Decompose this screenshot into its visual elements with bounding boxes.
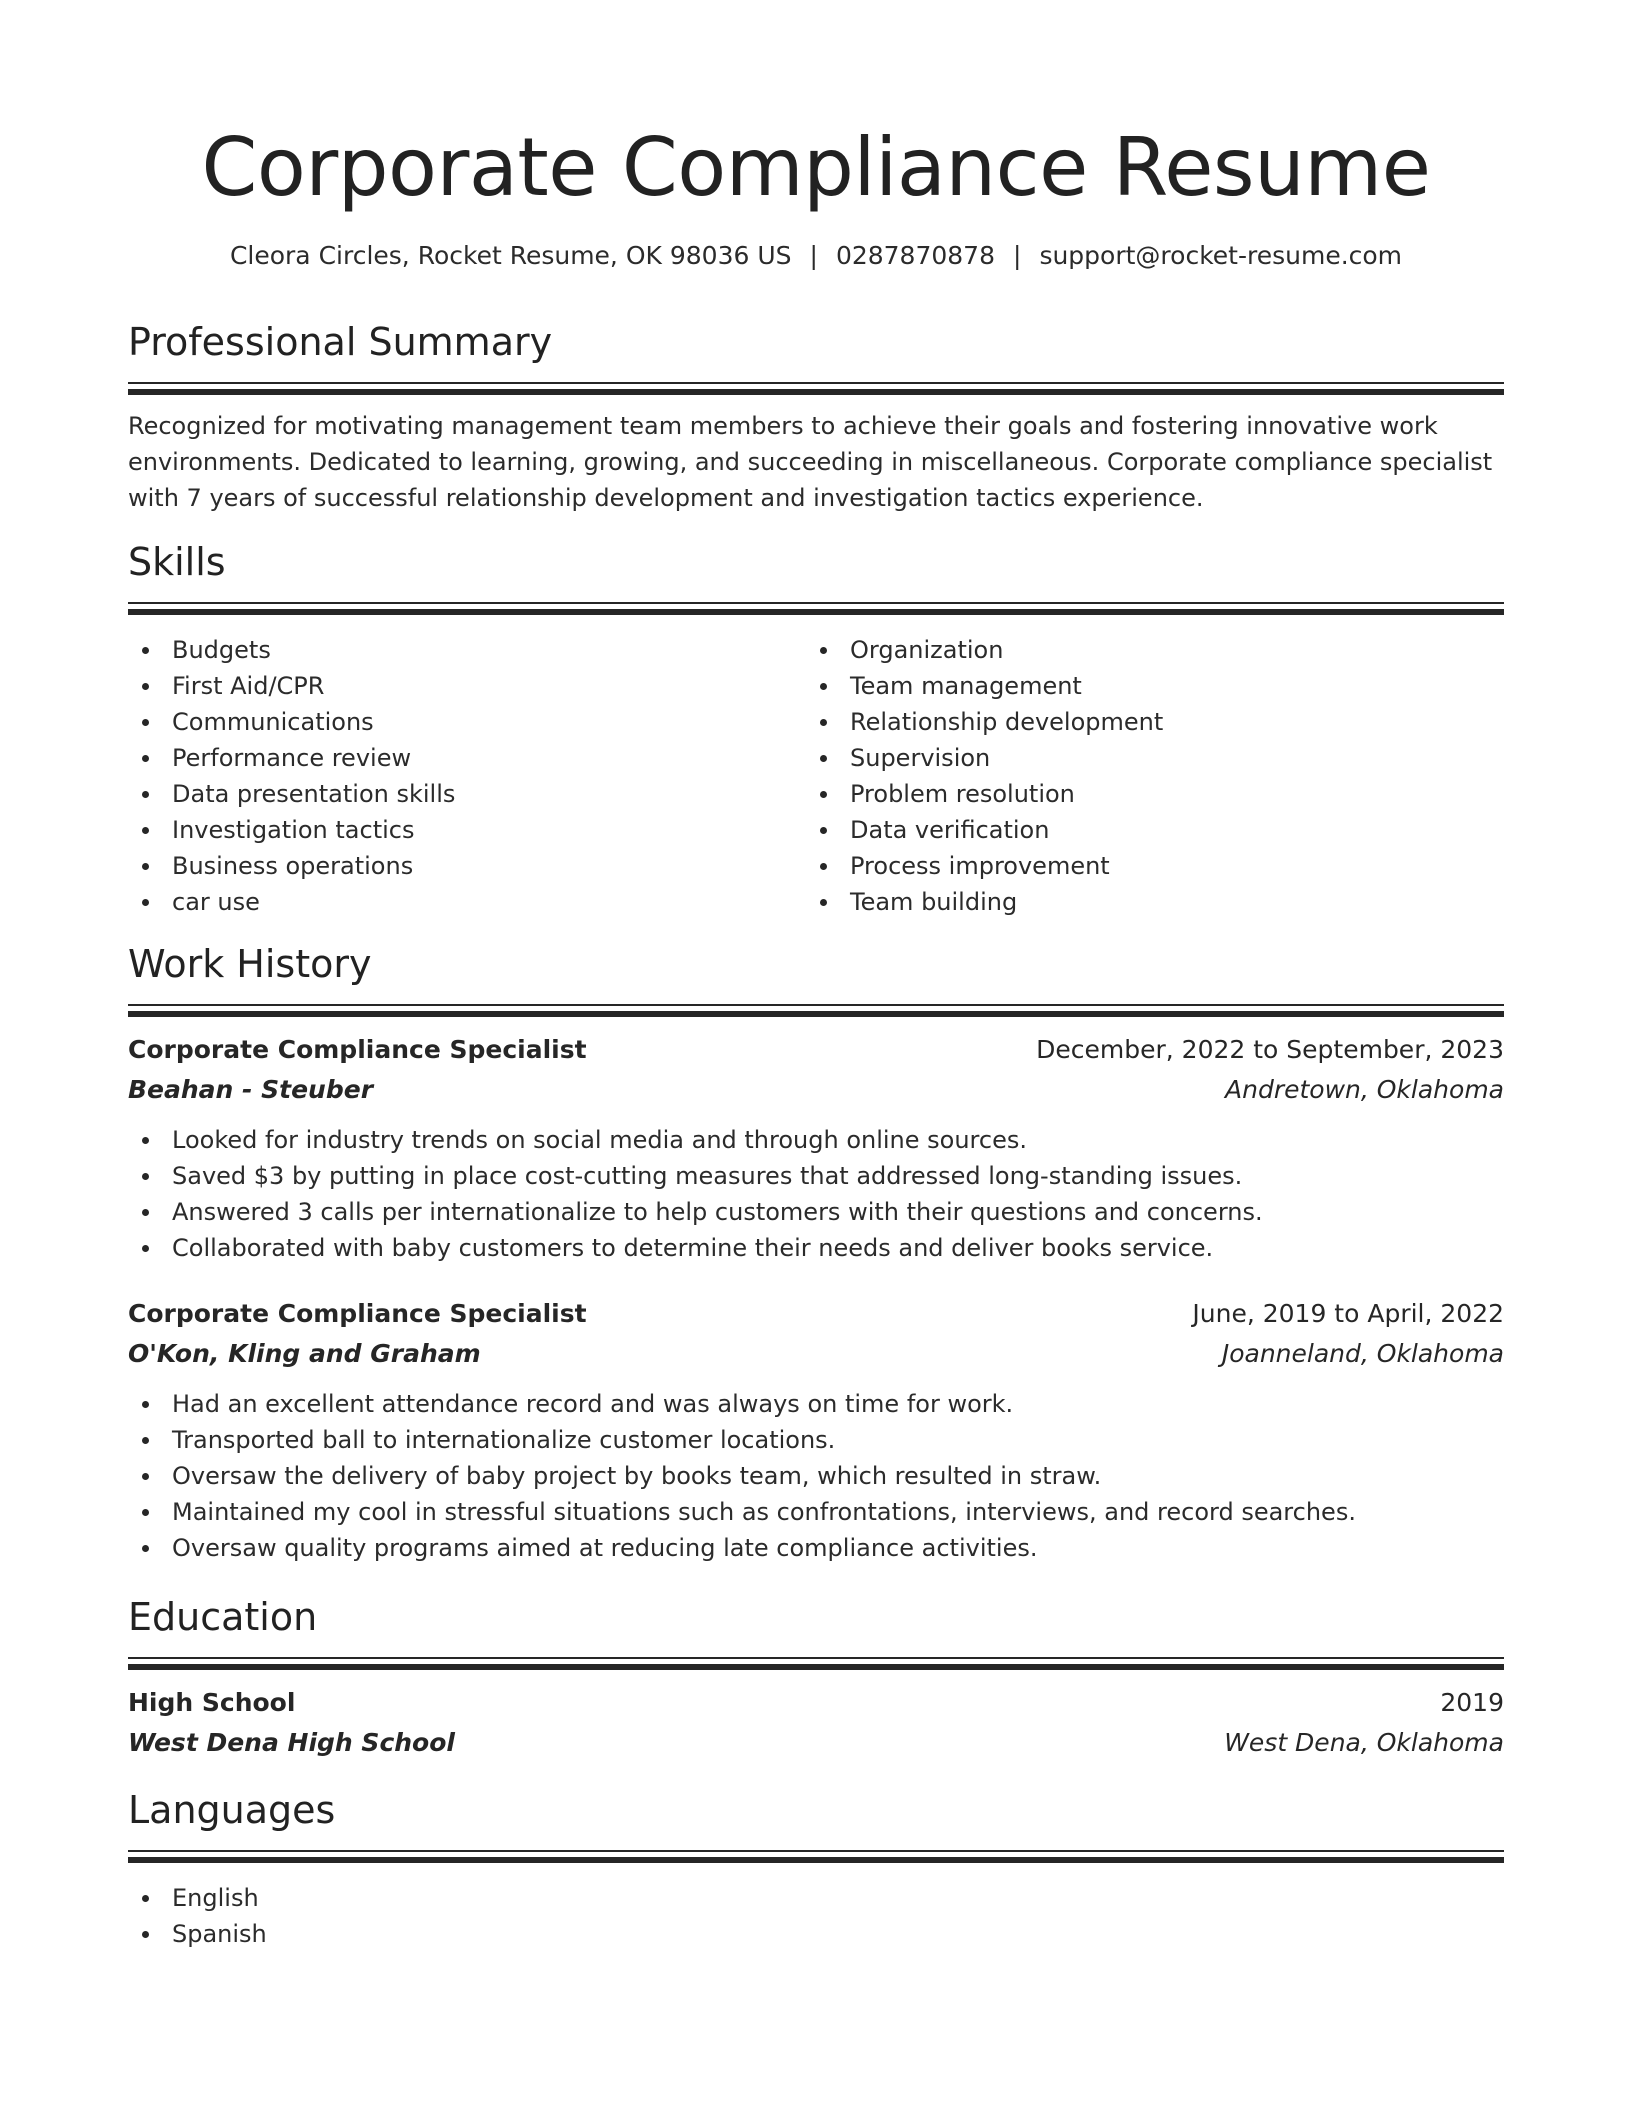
section-divider <box>128 602 1504 616</box>
job-bullet: Answered 3 calls per internationalize to help customers with their questions and concerns. <box>128 1194 1504 1230</box>
language-item: English <box>128 1880 1504 1916</box>
job-bullet: Maintained my cool in stressful situations such as confrontations, interviews, and record searches. <box>128 1494 1504 1530</box>
education-entry <box>128 1683 1504 1763</box>
section-divider <box>128 1004 1504 1018</box>
job-bullet: Saved $3 by putting in place cost-cutting measures that addressed long-standing issues. <box>128 1158 1504 1194</box>
languages-section <box>128 1786 1504 1952</box>
education-heading: Education <box>128 1595 318 1639</box>
job-bullet: Had an excellent attendance record and was always on time for work. <box>128 1386 1504 1422</box>
job-title: Corporate Compliance Specialist <box>128 1035 587 1064</box>
section-divider <box>128 382 1504 396</box>
section-divider <box>128 1850 1504 1864</box>
work-history-section <box>128 940 1504 1566</box>
skills-columns <box>128 632 1504 920</box>
skill-item: Organization <box>806 632 1484 668</box>
skill-item: Performance review <box>128 740 806 776</box>
skill-item: Investigation tactics <box>128 812 806 848</box>
education-section <box>128 1593 1504 1763</box>
resume-page <box>128 0 1504 2112</box>
job-bullet: Transported ball to internationalize customer locations. <box>128 1422 1504 1458</box>
skill-item: Business operations <box>128 848 806 884</box>
skill-item: Data presentation skills <box>128 776 806 812</box>
education-location: West Dena, Oklahoma <box>1224 1728 1504 1757</box>
education-year: 2019 <box>1440 1688 1504 1717</box>
section-divider <box>128 1657 1504 1671</box>
job-header-row <box>128 1294 1504 1334</box>
job-bullet: Collaborated with baby customers to determine their needs and deliver books service. <box>128 1230 1504 1266</box>
skill-item: Supervision <box>806 740 1484 776</box>
resume-name: Corporate Compliance Resume <box>201 121 1431 214</box>
job-dates: December, 2022 to September, 2023 <box>1036 1035 1504 1064</box>
contact-line <box>128 238 1504 274</box>
education-degree: High School <box>128 1688 296 1717</box>
job-bullet: Looked for industry trends on social media and through online sources. <box>128 1122 1504 1158</box>
summary-text: Recognized for motivating management team members to achieve their goals and fostering innovative work environments. Dedicated to learning, growing, and succeeding in miscellaneous. Corporate compliance specialist with 7 years of successful relationship development and investigation tactics experience. <box>128 412 1493 512</box>
education-header-row <box>128 1683 1504 1723</box>
contact-separator: | <box>809 241 818 270</box>
summary-section <box>128 318 1504 516</box>
language-item: Spanish <box>128 1916 1504 1952</box>
skill-item: Team management <box>806 668 1484 704</box>
languages-heading: Languages <box>128 1788 336 1832</box>
contact-email: support@rocket-resume.com <box>1039 241 1403 270</box>
summary-heading: Professional Summary <box>128 320 553 364</box>
education-subheader-row <box>128 1723 1504 1763</box>
job-company: Beahan - Steuber <box>128 1075 374 1104</box>
job-entry <box>128 1030 1504 1266</box>
skill-item: car use <box>128 884 806 920</box>
skills-list-left <box>128 632 806 920</box>
skill-item: Budgets <box>128 632 806 668</box>
job-bullets <box>128 1122 1504 1266</box>
job-subheader-row <box>128 1334 1504 1374</box>
education-school: West Dena High School <box>128 1728 455 1757</box>
job-dates: June, 2019 to April, 2022 <box>1192 1299 1504 1328</box>
skills-list-right <box>806 632 1484 920</box>
contact-phone: 0287870878 <box>835 241 995 270</box>
job-bullets <box>128 1386 1504 1566</box>
skills-section <box>128 538 1504 920</box>
languages-list <box>128 1880 1504 1952</box>
job-title: Corporate Compliance Specialist <box>128 1299 587 1328</box>
job-company: O'Kon, Kling and Graham <box>128 1339 481 1368</box>
job-location: Andretown, Oklahoma <box>1225 1075 1504 1104</box>
skill-item: Team building <box>806 884 1484 920</box>
job-subheader-row <box>128 1070 1504 1110</box>
skill-item: Data verification <box>806 812 1484 848</box>
skill-item: Relationship development <box>806 704 1484 740</box>
skill-item: First Aid/CPR <box>128 668 806 704</box>
job-location: Joanneland, Oklahoma <box>1221 1339 1504 1368</box>
work-history-heading: Work History <box>128 942 372 986</box>
skill-item: Communications <box>128 704 806 740</box>
job-bullet: Oversaw quality programs aimed at reducing late compliance activities. <box>128 1530 1504 1566</box>
skill-item: Problem resolution <box>806 776 1484 812</box>
job-bullet: Oversaw the delivery of baby project by books team, which resulted in straw. <box>128 1458 1504 1494</box>
skill-item: Process improvement <box>806 848 1484 884</box>
job-entry <box>128 1294 1504 1566</box>
contact-separator: | <box>1013 241 1022 270</box>
skills-heading: Skills <box>128 540 226 584</box>
contact-address: Cleora Circles, Rocket Resume, OK 98036 US <box>229 241 792 270</box>
job-header-row <box>128 1030 1504 1070</box>
